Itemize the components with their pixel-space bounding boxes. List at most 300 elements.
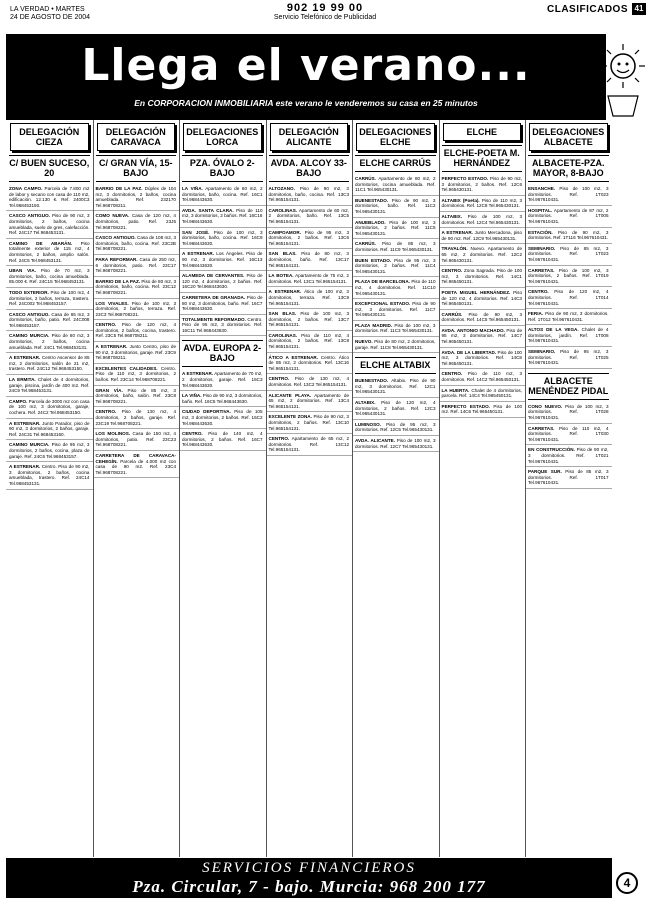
ad-title: ALTOS DE LA VEGA.: [528, 327, 579, 333]
classified-ad[interactable]: [179, 271, 266, 293]
ad-title: ALICANTE PLAYA.: [268, 392, 312, 398]
ad-title: ENSANCHE.: [528, 186, 556, 191]
ad-title: LUMINOSO.: [355, 421, 382, 427]
ad-title: CARRÚS.: [355, 241, 376, 247]
delegation-column: [525, 120, 612, 857]
ad-title: ZONA CAMPO.: [9, 186, 43, 191]
office-address: C/ BUEN SUCESO, 20: [9, 155, 90, 182]
ad-title: PARQUE SUR.: [528, 469, 562, 475]
office-address: ELCHE ALTABIX: [355, 357, 436, 374]
ad-text: Piso de 100 m2, 3 dormitorios, 2 baños. Ref. 1T019 Tel.967610431.: [528, 267, 609, 284]
classified-ad[interactable]: [266, 206, 353, 228]
ad-text: Piso de 90 m2, 3 dormitorios. Ref. 1T021 Tel.967610431.: [528, 447, 609, 464]
ad-text: Piso de 80 m2, 3 dormitorios, baño. Ref. 13C17 Tel.965154131.: [268, 251, 349, 268]
ad-text: Apartamento de 87 m2, 2 dormitorios. Ref. 1T005 Tel.967610431.: [528, 207, 609, 224]
ad-title: CENTRO.: [268, 436, 290, 442]
ad-text: Piso de 100 m2, 3 dormitorios. Ref. 12C7 Tel.965430131.: [355, 438, 436, 449]
classified-ad[interactable]: [6, 440, 93, 462]
ad-title: ÁTICO A ESTRENAR.: [268, 354, 319, 360]
ad-title: CENTRO.: [182, 431, 203, 437]
ad-title: LA VIÑA.: [182, 186, 203, 191]
ad-text: Piso de 110 m2, 4 dormitorios, 2 baños. Ref. 13C8 Tel.965154131.: [268, 332, 350, 350]
classified-ad[interactable]: [93, 277, 180, 299]
ad-title: LA HUERTA.: [441, 387, 470, 393]
ad-text: Junto Centro, piso de 90 m2, 3 dormitorios, garaje. Ref. 23C9 Tel.968708211.: [95, 344, 177, 361]
ad-title: SAN BLAS.: [268, 251, 297, 257]
ad-text: Piso de 110 m2, 4 dormitorios. Ref. 1T030 Tel.967610431.: [528, 425, 609, 442]
ad-text: Piso de 110 m2, 3 dormitorios, 2 baños. Ref. 16C16 Tel.968443630.: [182, 207, 263, 224]
ad-title: TOTALMENTE REFORMADO.: [182, 316, 246, 322]
ad-text: Casa de 150 m2, 4 dormitorios, patio. Ref. 23C23 Tel.968708221.: [95, 431, 176, 448]
classified-ad[interactable]: [93, 233, 180, 255]
ad-text: Piso de 100 m2. Ref. 14C6 Tel.965450131.: [441, 403, 522, 415]
ad-text: Centro Ascensor de 85 m2, 2 dormitorios, salón de 21 m2, trastero. Ref. 24C12 Tel.968453150.: [9, 355, 90, 372]
ad-text: Piso de 85 m2, 3 dormitorios. Ref. 1T017 Tel.967610431.: [528, 469, 609, 486]
ad-title: CONO NUEVO.: [528, 403, 563, 409]
classified-ad[interactable]: [439, 228, 526, 244]
ad-title: CENTRO.: [528, 289, 549, 295]
classified-ad[interactable]: [525, 287, 612, 309]
ad-text: Nuevo. Apartamento de 65 m2, 2 dormitorios. Ref. 12C2 Tel.965430131.: [441, 246, 522, 263]
sun-illustration: [598, 36, 648, 120]
footer-address: Pza. Circular, 7 - bajo. Murcia: 968 200 177: [132, 877, 486, 896]
ad-text: Piso totalmente exterior de 115 m2, 4 dormitorios, 2 baños, amplio salón. Ref. 24C5 Tel.968453131.: [9, 240, 90, 263]
classified-ad[interactable]: [93, 320, 180, 342]
classified-ad[interactable]: [266, 271, 353, 287]
ad-title: SAN JOSÉ.: [182, 229, 210, 235]
classified-ad[interactable]: [525, 244, 612, 266]
classified-ad[interactable]: [266, 412, 353, 434]
ad-text: Piso de 80 m2, 2 dormitorios, garaje. Ref. 11C8 Tel.965430131.: [355, 339, 436, 350]
classified-ad[interactable]: [525, 445, 612, 467]
classified-ad[interactable]: [439, 212, 526, 228]
ad-title: ANUEBLADO.: [355, 219, 386, 225]
classified-ad[interactable]: [439, 402, 526, 418]
ad-text: Apartamento de 60 m2, 2 dormitorios, baño. Ref. 13C5 Tel.965154131.: [268, 207, 349, 224]
classified-ad[interactable]: [93, 386, 180, 408]
delegation-heading: DELEGACIONES LORCA: [183, 123, 262, 151]
classified-ad[interactable]: [352, 398, 439, 420]
classified-ad[interactable]: [6, 331, 93, 353]
ad-text: Piso de 100 m2, 3 dormitorios, 2 baños. Ref. 11C5 Tel.965430131.: [355, 219, 436, 236]
ad-title: AVDA. SANTA CLARA.: [182, 207, 234, 213]
ad-title: EXCELENTE ZONA.: [268, 414, 312, 420]
promo-banner: [6, 34, 606, 120]
ad-title: ALTABIX.: [441, 213, 462, 219]
ad-title: NUEVO.: [355, 339, 373, 345]
classified-ad[interactable]: [352, 420, 439, 436]
classified-ad[interactable]: [266, 353, 353, 375]
delegation-column: [93, 120, 180, 857]
ad-text: Apartamento de 75 m2, 2 dormitorios. Ref. 13C1 Tel.965154131.: [268, 273, 349, 284]
classified-ad[interactable]: [266, 374, 353, 390]
delegation-column: [266, 120, 353, 857]
ad-title: BUENESTADO.: [355, 378, 389, 384]
delegation-heading: DELEGACIÓN CARAVACA: [97, 123, 176, 151]
page-header: [0, 0, 650, 26]
ad-title: PARA REFORMAR.: [95, 256, 138, 262]
ad-title: BARRIO DE LA PAZ.: [95, 186, 143, 191]
classified-ad[interactable]: [266, 287, 353, 309]
ad-title: UBAN VIA.: [9, 268, 37, 274]
ad-title: A ESTRENAR.: [9, 420, 41, 426]
issue-date: 24 DE AGOSTO DE 2004: [10, 14, 91, 21]
ad-title: CAROLINAS.: [268, 332, 298, 338]
ad-text: Piso de 90 m2, 3 dormitorios. Ref. 11C7 Tel.965430131.: [355, 301, 436, 318]
ad-text: Centro. Piso de 95 m2, 3 dormitorios. Ref. 16C11 Tel.968443630.: [182, 316, 263, 333]
ad-text: Piso de 120 m2, 4 dormitorios, 2 baños. Ref. 12C3 Tel.965430131.: [355, 400, 436, 417]
ad-text: Piso de 70 m2, 3 dormitorios, baño, cocina amueblada. 85.000 €. Ref. 24C15 Tel.968453131.: [9, 268, 90, 285]
ad-title: COMO NUEVA.: [95, 213, 130, 219]
column-divider: [93, 120, 94, 857]
ad-text: Apartamento de 80 m2, 2 dormitorios, cocina amueblada. Ref. 11C1 Tel.965430131.: [355, 176, 436, 193]
ad-text: Los Ángeles. Piso de 90 m2, 3 dormitorios. Ref. 16C13 Tel.968443630.: [182, 251, 263, 268]
ad-text: Piso de 120 m2, 4 dormitorios. Ref. 1T014 Tel.967610431.: [528, 289, 609, 306]
classified-ad[interactable]: [525, 347, 612, 369]
ad-text: Piso de 110 m2, 4 dormitorios. Ref. 11C10 Tel.965430131.: [355, 279, 436, 296]
ad-text: Piso de 100 m2, 3 dormitorios. Ref. 12C4 Tel.965430131.: [441, 213, 523, 225]
ad-text: Chalet de 4 dormitorios, garaje, piscina, jardín de 400 m2. Ref. 24C9 Tel.968453131.: [9, 377, 90, 394]
classified-ad[interactable]: [266, 309, 353, 331]
ad-text: Piso de 110 m2, 3 dormitorios. Ref. 14C2 Tel.965450131.: [441, 371, 523, 383]
classified-ad[interactable]: [352, 321, 439, 337]
ad-title: TRAVALÓN.: [441, 246, 468, 252]
classified-ad[interactable]: [439, 348, 526, 370]
service-label: Servicio Telefónico de Publicidad: [273, 14, 377, 21]
ad-text: Chalet de 4 dormitorios, parcela. Ref. 14C4 Tel.965450131.: [441, 387, 522, 399]
classified-ad[interactable]: [6, 266, 93, 288]
ad-title: CARRETAS.: [528, 425, 555, 431]
phone-block: [230, 2, 420, 21]
classified-ad[interactable]: [179, 206, 266, 228]
classified-ad[interactable]: [93, 364, 180, 386]
ad-text: Centro. Piso de 110 m2, 3 dormitorios, 2 baños. Ref. 23C14 Tel.968708221.: [95, 365, 176, 383]
delegation-heading: ELCHE: [443, 123, 522, 141]
ad-title: ALAMEDA DE CERVANTES.: [182, 273, 245, 279]
delegation-column: [352, 120, 439, 857]
ad-text: Casa de 65 m2, 3 dormitorios, baño, patio. Ref. 24C008 Tel.968453157.: [9, 311, 90, 328]
phone-number[interactable]: 902 19 99 00: [286, 2, 364, 14]
classified-ad[interactable]: [6, 310, 93, 332]
office-address: ALBACETE-PZA. MAYOR, 8-BAJO: [528, 155, 609, 182]
ad-title: PLAZA MADRID.: [355, 322, 393, 328]
ad-text: Piso de 140 m2, 4 dormitorios, 2 baños. Ref. 16C7 Tel.968443630.: [182, 431, 263, 448]
ad-title: EN CONSTRUCCIÓN.: [528, 447, 575, 453]
column-divider: [179, 120, 180, 857]
ad-text: Parcela de 4.000 m2 con casa de 90 m2. Ref. 23C4 Tel.968708221.: [95, 458, 176, 475]
office-address: ELCHE-POETA M. HERNÁNDEZ: [442, 145, 523, 172]
ad-title: A ESTRENAR.: [95, 344, 128, 350]
ad-text: Piso de 100 m2, 3 dormitorios. Ref. 1T023 Tel.967610431.: [528, 186, 609, 203]
ad-title: TODO EXTERIOR.: [9, 289, 49, 295]
footer-logo: 4: [616, 872, 638, 894]
ad-text: Apartamento de 70 m2, 2 dormitorios, garaje. Ref. 16C3 Tel.968443630.: [182, 371, 263, 388]
ad-text: Chalet de 4 dormitorios, jardín. Ref. 1T008 Tel.967610431.: [528, 327, 609, 344]
column-divider: [439, 120, 440, 857]
ad-text: Parcela de 7.800 m2 de labor y secano con casa de 110 m2, edificación. 12.130 €. Ref. 2400C3 Tel.968453150.: [9, 186, 90, 208]
ad-text: Parcela de 3000 m2 con casa de 100 m2, 3 dormitorios, garaje, cochera. Ref. 24C2 Tel.968453150.: [9, 398, 90, 415]
classified-ad[interactable]: [525, 309, 612, 325]
classified-ad[interactable]: [93, 184, 180, 211]
classified-ad[interactable]: [266, 331, 353, 353]
classified-ad[interactable]: [266, 228, 353, 250]
ad-text: Piso de 80 m2, 3 dormitorios, baño, cocina. Ref. 23C12 Tel.968708221.: [95, 278, 176, 295]
ad-text: Piso de 100 m2, 4 dormitorios, 2 baños, terraza, trastero. Ref. 24C002 Tel.968453157.: [9, 289, 90, 307]
delegation-heading: DELEGACIONES ALBACETE: [529, 123, 608, 151]
classified-ad[interactable]: [525, 206, 612, 228]
classified-ad[interactable]: [352, 256, 439, 278]
ad-text: Casa de 120 m2, 4 dormitorios, patio. Ref. 23J5 Tel.968708221.: [95, 213, 176, 230]
footer-banner: [6, 858, 612, 898]
ad-text: Piso de 90 m2, 3 dormitorios, 2 baños, cocina amueblada, suelo de gres, calefacción. Ref. 24C17 Tel.968453131.: [9, 213, 90, 236]
ad-text: Piso de 90 m2, 3 dormitorios, 2 baños. Ref. 12C6 Tel.965430131.: [441, 176, 522, 193]
classified-ad[interactable]: [525, 228, 612, 244]
classified-ad[interactable]: [6, 184, 93, 211]
ad-title: LA VIÑA.: [182, 393, 202, 399]
ad-text: Piso de 120 m2, 4 dormitorios. Ref. 14C3 Tel.965450131.: [441, 289, 523, 307]
classified-ad[interactable]: [6, 462, 93, 489]
ad-text: Piso de 90 m2, 3 dormitorios. Ref. 1T116 Tel.967610431.: [528, 229, 609, 241]
classified-ad[interactable]: [266, 249, 353, 271]
ad-title: CAROLINAS.: [268, 207, 298, 213]
ad-text: Piso de 80 m2, 3 dormitorios, baño. Ref. 16C7 Tel.968443630.: [182, 294, 263, 312]
ad-text: Piso de 100 m2, 3 dormitorios. Ref. 11C3 Tel.965430131.: [355, 322, 436, 334]
ad-text: Centro. Piso de 90 m2, 3 dormitorios, 2 baños, cocina amueblada, trastero. Ref. 24C14 Tel.968453131.: [9, 464, 90, 486]
ad-title: A ESTRENAR.: [441, 230, 473, 236]
classified-ad[interactable]: [352, 436, 439, 452]
ad-text: Piso de 95 m2, 3 dormitorios, 2 baños. Ref. 11C4 Tel.965430131.: [355, 257, 436, 274]
ad-title: CASCO ANTIGUO.: [9, 311, 50, 317]
ad-text: Piso de 90 m2, 3 dormitorios, 2 baños. Ref. 13C10 Tel.965154131.: [268, 414, 349, 431]
ad-title: PLAZA DE BARCELONA.: [355, 279, 410, 285]
delegation-column: [439, 120, 526, 857]
classified-ad[interactable]: [93, 255, 180, 277]
ad-title: CARRETERA DE GRANADA.: [182, 294, 246, 300]
ad-text: Piso de 120 m2, 4 dormitorios, 2 baños, cocina, trastero. Ref. 23C5 Tel.968708211.: [95, 322, 177, 339]
classified-ad[interactable]: [525, 424, 612, 446]
classified-ad[interactable]: [439, 288, 526, 310]
column-divider: [266, 120, 267, 857]
classified-ad[interactable]: [525, 467, 612, 489]
ad-title: SEMINARIO.: [528, 245, 556, 251]
ad-title: EXCEPCIONAL ESTADO.: [355, 301, 411, 307]
classified-ad[interactable]: [439, 386, 526, 402]
office-address: AVDA. ALCOY 33-BAJO: [269, 155, 350, 182]
classified-ad[interactable]: [439, 369, 526, 385]
ad-text: Piso de 95 m2, 3 dormitorios. Ref. 12C5 Tel.965430131.: [355, 421, 436, 433]
classified-ad[interactable]: [525, 184, 612, 206]
ad-text: Piso de 85 m2, 3 dormitorios. Ref. 11C9 Tel.965430131.: [355, 241, 436, 252]
ad-title: BUENESTADO.: [355, 197, 389, 203]
classified-ad[interactable]: [352, 239, 439, 255]
ad-title: CENTRO.: [268, 376, 290, 382]
ad-title: GRAN VÍA.: [95, 387, 123, 393]
office-address: ALBACETE MENÉNDEZ PIDAL: [528, 373, 609, 400]
ad-text: Piso de 90 m2, 3 dormitorios, baño. Ref. 16C5 Tel.968443630.: [182, 393, 263, 404]
classified-ad[interactable]: [6, 419, 93, 441]
classified-ad[interactable]: [352, 174, 439, 196]
ad-title: CENTRO.: [441, 268, 463, 274]
ad-text: Piso de 90 m2, 3 dormitorios, baño. Ref. 11C2 Tel.965430131.: [355, 197, 436, 214]
ad-title: A ESTRENAR.: [182, 251, 214, 257]
ad-title: CAMPO.: [9, 398, 28, 404]
classified-ad[interactable]: [352, 196, 439, 218]
classified-ad[interactable]: [439, 310, 526, 326]
ad-text: Piso de 90 m2, 3 dormitorios, baño, cocina. Ref. 13C3 Tel.965154131.: [268, 186, 349, 203]
classified-ad[interactable]: [439, 196, 526, 212]
ad-title: AVDA. ALICANTE.: [355, 438, 395, 443]
page-number: 41: [632, 3, 646, 15]
delegation-heading: DELEGACIONES ELCHE: [356, 123, 435, 151]
office-address: C/ GRAN VÍA, 15-BAJO: [96, 155, 177, 182]
classified-ad[interactable]: [6, 353, 93, 375]
classified-ad[interactable]: [93, 299, 180, 321]
ad-title: SAN BLAS.: [268, 311, 297, 317]
classified-ad[interactable]: [93, 407, 180, 429]
column-divider: [525, 120, 526, 857]
classified-ad[interactable]: [352, 299, 439, 321]
ad-text: Piso de 105 m2, 3 dormitorios, 2 baños. Ref. 16C2 Tel.968443630.: [182, 409, 263, 426]
ad-title: BARRIO DE LA PAZ.: [95, 278, 141, 284]
ad-text: Casa de 250 m2, 6 dormitorios, patio. Ref. 23C17 Tel.968708221.: [95, 256, 176, 274]
classified-ad[interactable]: [179, 228, 266, 250]
ad-text: Piso de 80 m2, 3 dormitorios, 2 baños, cocina amueblada. Ref. 24C1 Tel.968453131.: [9, 333, 90, 350]
ad-text: Apartamento de 65 m2, 2 dormitorios. Ref. 13C4 Tel.965154131.: [268, 392, 349, 409]
ad-title: CARRETAS.: [528, 267, 555, 273]
newspaper-name: LA VERDAD • MARTES: [10, 6, 85, 13]
ad-text: Dúplex de 104 m2, 3 dormitorios, 2 baños, cocina amueblada. Ref. 232170 Tel.968708211.: [95, 186, 176, 208]
ad-text: Zona Sagrada. Piso de 100 m2, 3 dormitorios. Ref. 14C1 Tel.965450131.: [441, 268, 523, 285]
ad-text: Piso de 130 m2, 4 dormitorios, 2 baños, garaje. Ref. 23C19 Tel.968708221.: [95, 409, 177, 426]
banner-subheadline: En CORPORACION INMOBILIARIA este verano le venderemos su casa en 25 minutos: [134, 98, 478, 108]
classified-ad[interactable]: [525, 402, 612, 424]
ad-text: Piso de 95 m2, 3 dormitorios. Ref. 14C7 Tel.965450131.: [441, 327, 522, 345]
classified-ad[interactable]: [93, 451, 180, 478]
ad-title: HOSPITAL.: [528, 207, 553, 213]
ad-title: CAMINO MURCIA.: [9, 333, 50, 339]
ad-title: CARRÚS.: [441, 311, 463, 317]
classified-ad[interactable]: [179, 369, 266, 391]
section-title: CLASIFICADOS: [547, 4, 628, 15]
classified-ad[interactable]: [439, 326, 526, 348]
classified-ad[interactable]: [352, 218, 439, 240]
ad-title: CASCO ANTIGUO.: [9, 213, 50, 219]
ad-title: EXCELENTES CALIDADES.: [95, 365, 158, 371]
ad-title: PERFECTO ESTADO.: [441, 176, 489, 181]
newspaper-info: [10, 6, 90, 22]
ad-title: CENTRO.: [95, 409, 117, 415]
classified-ad[interactable]: [93, 429, 180, 451]
ad-title: ALTABIX.: [355, 400, 376, 406]
office-address: ELCHE CARRÚS: [355, 155, 436, 172]
classified-ad[interactable]: [93, 342, 180, 364]
classified-ad[interactable]: [525, 325, 612, 347]
ad-title: LA BOTEA.: [268, 273, 294, 279]
classified-ad[interactable]: [266, 184, 353, 206]
ad-text: Altabix. Piso de 90 m2, 3 dormitorios. Ref. 12C1 Tel.965430131.: [355, 378, 436, 395]
classified-ad[interactable]: [352, 376, 439, 398]
ad-text: Piso de 95 m2, 3 dormitorios, 2 baños. Ref. 13C6 Tel.965154131.: [268, 229, 349, 246]
classified-ad[interactable]: [179, 407, 266, 429]
ad-text: Casa de 108 m2, 3 dormitorios, baño, cocina. Ref. 23C2B Tel.968708221.: [95, 235, 177, 252]
ad-text: Piso de 120 m2, 4 dormitorios, 2 baños. Ref. 16C20 Tel.968443630.: [182, 273, 263, 290]
classified-ad[interactable]: [6, 397, 93, 419]
ad-text: Apartamento de 60 m2, 2 dormitorios, baño, cocina. Ref. 16C1 Tel.968443630.: [182, 186, 263, 203]
classified-ad[interactable]: [6, 375, 93, 397]
classified-ad[interactable]: [6, 211, 93, 238]
classified-ad[interactable]: [179, 429, 266, 451]
ad-title: POETA MIGUEL HERNÁNDEZ.: [441, 289, 511, 295]
ad-text: Piso de 90 m2, 3 dormitorios. Ref. 1T012 Tel.967610431.: [528, 311, 609, 322]
ad-text: Piso de 95 m2, 3 dormitorios, 2 baños, cocina, plaza de garaje. Ref. 24C6 Tel.968453157.: [9, 442, 90, 459]
ad-title: LA ERMITA.: [9, 377, 36, 383]
ad-title: FERIA.: [528, 311, 544, 317]
classified-ad[interactable]: [352, 337, 439, 353]
classified-ad[interactable]: [439, 244, 526, 266]
classified-ad[interactable]: [93, 211, 180, 233]
classified-ad[interactable]: [266, 391, 353, 413]
ad-title: A ESTRENAR.: [9, 464, 41, 470]
ad-text: Piso de 100 m2, 3 dormitorios. Ref. 14C8 Tel.965450131.: [441, 349, 522, 366]
ad-text: Piso de 110 m2, 3 dormitorios. Ref. 12C8 Tel.965430131.: [441, 197, 523, 209]
ad-text: Piso de 100 m2, 3 dormitorios. Ref. 1T028 Tel.967610431.: [528, 403, 609, 421]
ad-title: CAMINO MURCIA.: [9, 442, 50, 448]
ad-text: Piso de 100 m2, 3 dormitorios, 2 baños, terraza. Ref. 23C3 Tel.968708221.: [95, 300, 176, 317]
delegation-column: [179, 120, 266, 857]
ad-title: CAMINO DE ABARÁN.: [9, 240, 73, 246]
classified-ad[interactable]: [439, 174, 526, 196]
ad-title: CENTRO.: [95, 322, 117, 328]
ad-title: ALTOZANO.: [268, 186, 295, 191]
ad-text: Apartamento de 65 m2, 2 dormitorios. Ref. 13C12 Tel.965154131.: [268, 436, 349, 453]
ad-title: A ESTRENAR.: [268, 289, 302, 295]
ad-text: Piso de 95 m2, 3 dormitorios. Ref. 1T025 Tel.967610431.: [528, 349, 609, 366]
ad-text: Piso de 90 m2, 3 dormitorios. Ref. 14C5 Tel.965450131.: [441, 311, 522, 323]
ad-text: Piso de 100 m2, 3 dormitorios, baño, cocina. Ref. 16C9 Tel.968443630.: [182, 229, 263, 246]
classified-ad[interactable]: [266, 434, 353, 456]
classified-ad[interactable]: [179, 315, 266, 337]
column-divider: [352, 120, 353, 857]
office-address: PZA. ÓVALO 2-BAJO: [182, 155, 263, 182]
classified-ad[interactable]: [179, 184, 266, 206]
classified-ad[interactable]: [439, 266, 526, 288]
ad-text: Ático de 100 m2, 3 dormitorios, terraza. Ref. 13C9 Tel.965154131.: [268, 289, 349, 306]
ad-title: AVDA. ANTONIO MACHADO.: [441, 327, 505, 333]
ad-title: CASCO ANTIGUO.: [95, 235, 136, 241]
ad-text: Piso de 100 m2, 3 dormitorios, 2 baños. Ref. 13C7 Tel.965154131.: [268, 311, 350, 328]
ad-text: Piso de 130 m2, 4 dormitorios. Ref. 13C2 Tel.965154131.: [268, 376, 350, 388]
classified-ad[interactable]: [179, 249, 266, 271]
office-address: AVDA. EUROPA 2-BAJO: [182, 340, 263, 367]
ad-title: SEMINARIO.: [528, 349, 556, 355]
ad-title: ESTACIÓN.: [528, 229, 553, 235]
classified-ad[interactable]: [6, 288, 93, 310]
ad-text: Junto Mercadona, piso de 90 m2. Ref. 12C9 Tel.965430131.: [441, 230, 522, 241]
delegation-heading: DELEGACIÓN ALICANTE: [270, 123, 349, 151]
ad-title: A ESTRENAR.: [9, 355, 41, 361]
classified-ad[interactable]: [179, 391, 266, 407]
classified-ad[interactable]: [179, 293, 266, 315]
ad-title: CARRETERA DE CARAVACA-CEHEGÍN.: [95, 452, 176, 464]
ad-title: A ESTRENAR.: [182, 371, 214, 377]
classified-ad[interactable]: [352, 277, 439, 299]
classified-ad[interactable]: [6, 239, 93, 266]
ad-text: Centro. Ático de 85 m2, 2 dormitorios. Ref. 13C16 Tel.965154131.: [268, 354, 349, 371]
ad-title: CAMPOAMOR.: [268, 229, 301, 235]
listings-grid: [6, 120, 612, 857]
ad-title: LOS MOLINOS.: [95, 431, 131, 437]
classified-ad[interactable]: [525, 266, 612, 288]
